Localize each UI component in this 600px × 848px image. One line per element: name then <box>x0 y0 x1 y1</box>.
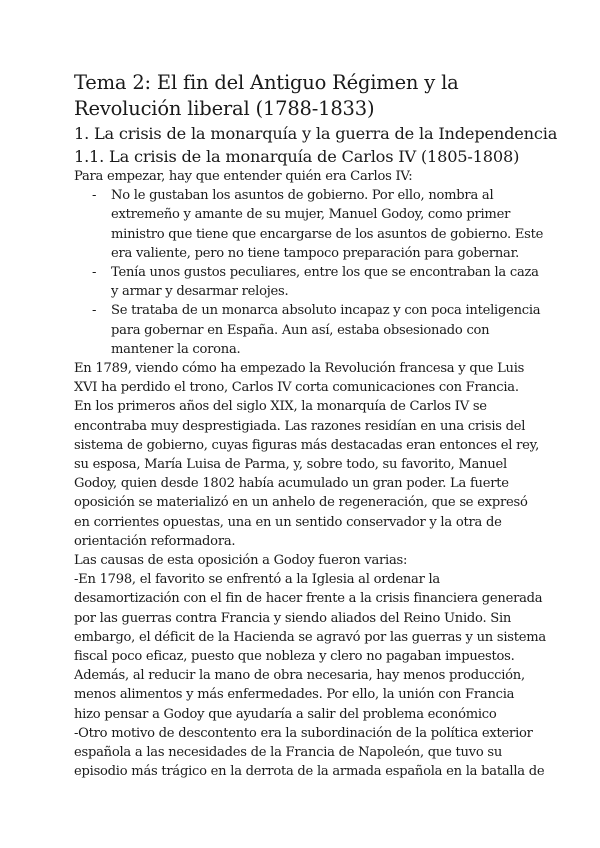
text-line: Las causas de esta oposición a Godoy fueron varias: <box>74 553 408 569</box>
text-line: extremeño y amante de su mujer, Manuel Godoy, como primer <box>111 207 511 223</box>
text-line: XVI ha perdido el trono, Carlos IV corta comunicaciones con Francia. <box>74 380 519 396</box>
text-line: -En 1798, el favorito se enfrentó a la Iglesia al ordenar la <box>74 572 440 588</box>
text-line: y armar y desarmar relojes. <box>111 284 289 300</box>
intro-line: Para empezar, hay que entender quién era Carlos IV: <box>74 169 413 184</box>
bullet-item <box>74 263 539 301</box>
bullet-item <box>74 301 541 359</box>
text-line: fiscal poco eficaz, puesto que nobleza y clero no pagaban impuestos. <box>74 649 515 665</box>
text-line: Además, al reducir la mano de obra necesaria, hay menos producción, <box>74 668 525 684</box>
text-line: orientación reformadora. <box>74 533 236 549</box>
text-line: en corrientes opuestas, una en un sentido conservador y la otra de <box>74 514 502 530</box>
paragraph <box>74 359 528 397</box>
bullet-dash: - <box>92 265 97 281</box>
paragraph <box>74 570 546 724</box>
text-line: menos alimentos y más enfermedades. Por ello, la unión con Francia <box>74 687 515 703</box>
text-line: En 1789, viendo cómo ha empezado la Revolución francesa y que Luis <box>74 361 525 377</box>
text-line: por las guerras contra Francia y siendo aliados del Reino Unido. Sin <box>74 610 512 626</box>
section-heading: 1. La crisis de la monarquía y la guerra de la Independencia <box>74 124 558 143</box>
text-line: española a las necesidades de la Francia de Napoleón, que tuvo su <box>74 745 503 761</box>
bullet-item <box>74 186 544 263</box>
body-text <box>74 167 546 782</box>
document-title: Tema 2: El fin del Antiguo Régimen y la Revolución liberal (1788-1833) <box>74 71 459 120</box>
paragraph <box>74 397 539 551</box>
bullet-dash: - <box>92 303 97 319</box>
text-line: oposición se materializó en un anhelo de regeneración, que se expresó <box>74 495 528 511</box>
text-line: mantener la corona. <box>111 341 241 357</box>
subsection-heading: 1.1. La crisis de la monarquía de Carlos IV (1805-1808) <box>74 147 520 166</box>
text-line: En los primeros años del siglo XIX, la monarquía de Carlos IV se <box>74 399 487 415</box>
paragraph <box>74 724 545 782</box>
text-line: episodio más trágico en la derrota de la armada española en la batalla de <box>74 764 545 780</box>
text-line: embargo, el déficit de la Hacienda se agravó por las guerras y un sistema <box>74 629 546 645</box>
bullet-list <box>74 186 544 359</box>
text-line: Tenía unos gustos peculiares, entre los que se encontraban la caza <box>111 265 539 281</box>
text-line: desamortización con el fin de hacer frente a la crisis financiera generada <box>74 591 543 607</box>
text-line: su esposa, María Luisa de Parma, y, sobre todo, su favorito, Manuel <box>74 457 507 473</box>
text-line: hizo pensar a Godoy que ayudaría a salir del problema económico <box>74 706 497 722</box>
text-line: era valiente, pero no tiene tampoco preparación para gobernar. <box>111 245 520 261</box>
text-line: Se trataba de un monarca absoluto incapaz y con poca inteligencia <box>111 303 541 319</box>
text-line: sistema de gobierno, cuyas figuras más destacadas eran entonces el rey, <box>74 437 539 453</box>
text-line: ministro que tiene que encargarse de los asuntos de gobierno. Este <box>111 226 544 242</box>
text-line: Godoy, quien desde 1802 había acumulado un gran poder. La fuerte <box>74 476 509 492</box>
text-line: No le gustaban los asuntos de gobierno. Por ello, nombra al <box>111 188 494 204</box>
text-line: para gobernar en España. Aun así, estaba obsesionado con <box>111 322 490 338</box>
text-line: encontraba muy desprestigiada. Las razones residían en una crisis del <box>74 418 526 434</box>
text-line: -Otro motivo de descontento era la subordinación de la política exterior <box>74 725 533 741</box>
bullet-dash: - <box>92 188 97 204</box>
paragraph <box>74 551 528 570</box>
